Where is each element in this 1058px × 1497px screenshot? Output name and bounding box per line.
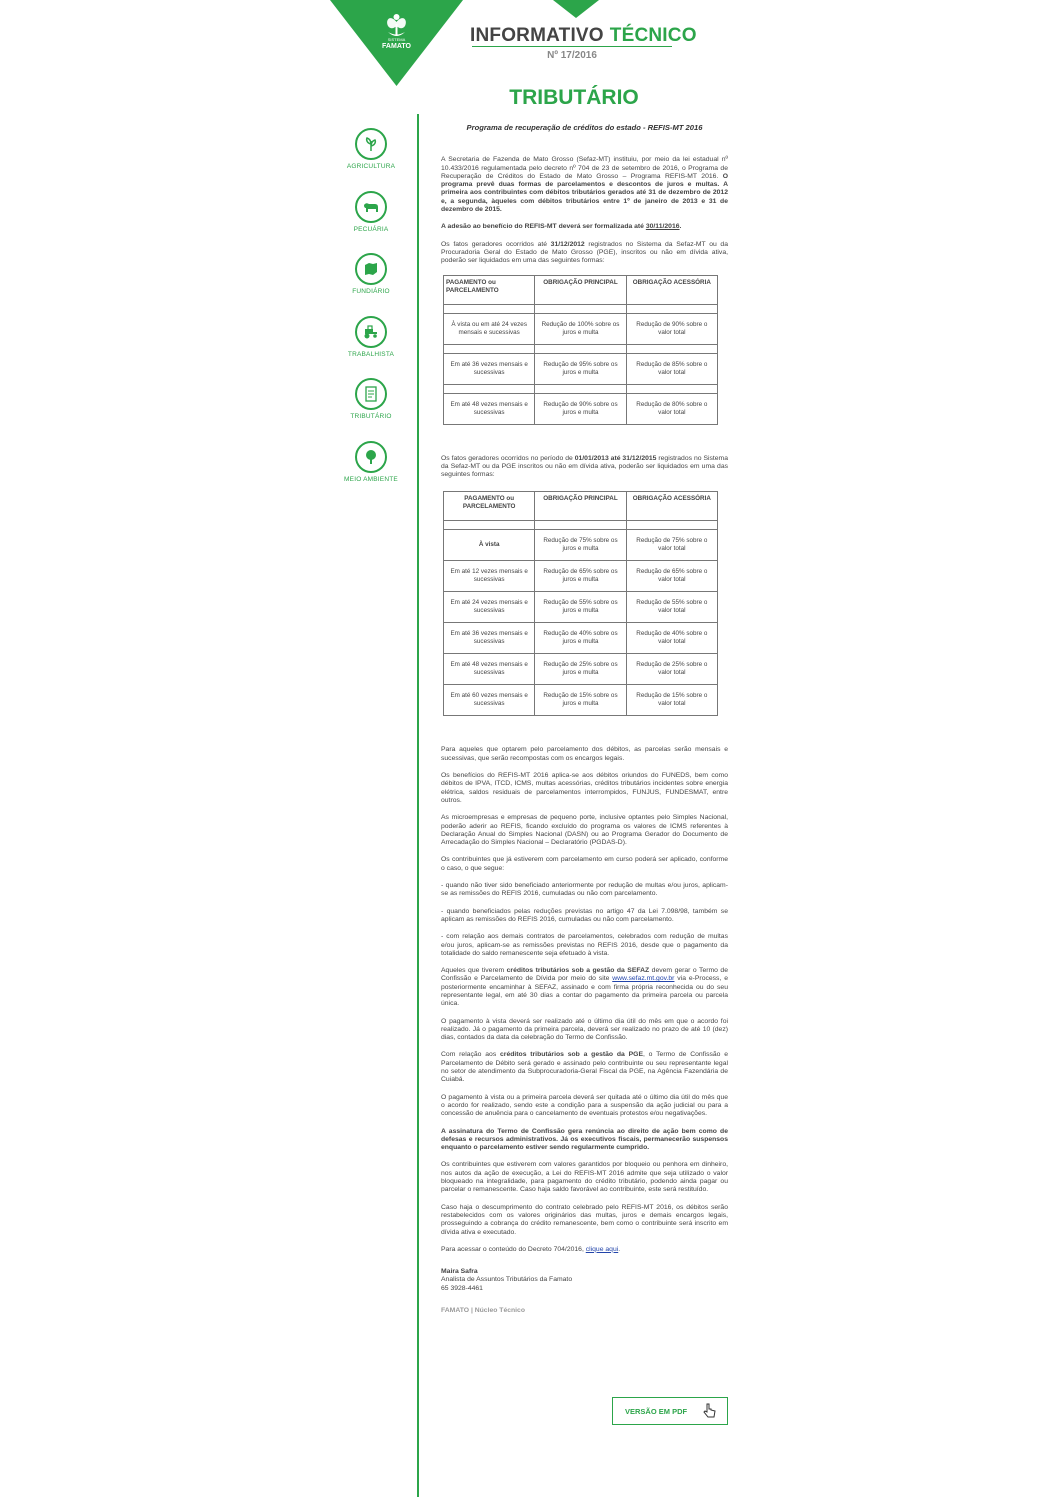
table-cell: Redução de 75% sobre os juros e multa <box>535 530 626 561</box>
table-cell: Em até 12 vezes mensais e sucessivas <box>444 561 535 592</box>
table-header: PAGAMENTO ou PARCELAMENTO <box>444 275 535 304</box>
paragraph: - com relação aos demais contratos de parcelamentos, celebrados com redução de multas e/ou juros, aplicam-se as remissões previstas no REFIS 2016, desde que o pagamento da totalidade do saldo remanescente seja efetuado à vista. <box>441 933 728 957</box>
table-cell: Em até 60 vezes mensais e sucessivas <box>444 685 535 716</box>
table-header-row <box>444 275 718 304</box>
paragraph: Os fatos geradores ocorridos até 31/12/2012 registrados no Sistema da Sefaz-MT ou da Procuradoria Geral do Estado de Mato Grosso (PGE), inscritos ou não em dívida ativa, poderão ser liquidados em uma das seguintes formas: <box>441 240 728 265</box>
table-cell: Em até 48 vezes mensais e sucessivas <box>444 654 535 685</box>
sidebar-item-label: MEIO AMBIENTE <box>344 476 398 483</box>
signature-phone: 65 3928-4461 <box>441 1284 483 1292</box>
table-cell: Redução de 25% sobre o valor total <box>626 654 717 685</box>
table-cell: Redução de 65% sobre o valor total <box>626 561 717 592</box>
sidebar-item-meio-ambiente[interactable] <box>340 441 402 483</box>
table-cell: À vista <box>444 530 535 561</box>
signature-role: Analista de Assuntos Tributários da Famato <box>441 1276 573 1284</box>
table-row <box>444 353 718 384</box>
paragraph: A adesão ao benefício do REFIS-MT deverá ser formalizada até 30/11/2016. <box>441 223 682 231</box>
paragraph: - quando não tiver sido beneficiado anteriormente por redução de multas e/ou juros, aplicam-se as remissões do REFIS 2016, cumuladas ou não com parcelamento. <box>441 882 728 898</box>
table-row <box>444 530 718 561</box>
famato-logo <box>330 0 463 86</box>
paragraph: Aqueles que tiverem créditos tributários sob a gestão da SEFAZ devem gerar o Termo de Confissão e Parcelamento de Dívida por meio do site www.sefaz.mt.gov.br via e-Process, e posteriormente encaminhar à SEFAZ, assinado e com firma própria reconhecida ou do seu representante legal, em até 30 dias a contar do pagamento da primeira parcela ou parcela única. <box>441 967 728 1008</box>
article-subtitle: Programa de recuperação de créditos do estado - REFIS-MT 2016 <box>466 123 703 132</box>
paragraph: Os fatos geradores ocorridos no período de 01/01/2013 até 31/12/2015 registrados no Sistema da Sefaz-MT ou da PGE inscritos ou não em dívida ativa, poderão ser liquidados em uma das seguintes formas: <box>441 454 728 479</box>
table-row <box>444 592 718 623</box>
article-content <box>441 124 728 1315</box>
table-cell: Redução de 75% sobre o valor total <box>626 530 717 561</box>
table-cell: Em até 48 vezes mensais e sucessivas <box>444 393 535 424</box>
table-cell: Redução de 90% sobre os juros e multa <box>535 393 626 424</box>
paragraph: Os contribuintes que já estiverem com parcelamento em curso poderá ser aplicado, conforme o caso, o que segue: <box>441 856 728 872</box>
sidebar-item-tributario[interactable] <box>340 378 402 420</box>
sidebar-item-trabalhista[interactable] <box>340 316 402 358</box>
table-cell: Redução de 15% sobre os juros e multa <box>535 685 626 716</box>
table-cell: Redução de 55% sobre o valor total <box>626 592 717 623</box>
table-cell: Em até 36 vezes mensais e sucessivas <box>444 353 535 384</box>
sefaz-link[interactable]: www.sefaz.mt.gov.br <box>612 975 675 983</box>
paragraph: Para aqueles que optarem pelo parcelamento dos débitos, as parcelas serão mensais e sucessivas, que serão recompostas com os encargos legais. <box>441 746 728 762</box>
table-cell: À vista ou em até 24 vezes mensais e sucessivas <box>444 313 535 344</box>
paragraph: O pagamento à vista ou a primeira parcela deverá ser quitada até o último dia útil do mês que o acordo for realizado, sendo este a condição para a suspensão da ação judicial ou para a concessão de anuência para o cancelamento de eventuais protestos e/ou negativações. <box>441 1093 728 1118</box>
signature <box>441 1268 728 1293</box>
table-cell: Redução de 90% sobre o valor total <box>626 313 717 344</box>
header-title-part1: INFORMATIVO <box>470 25 604 46</box>
table-cell: Redução de 40% sobre o valor total <box>626 623 717 654</box>
top-triangle-decoration <box>553 0 599 18</box>
signature-name: Maira Safra <box>441 1268 478 1276</box>
header-title <box>470 25 697 47</box>
table-row <box>444 393 718 424</box>
table-cell: Redução de 65% sobre os juros e multa <box>535 561 626 592</box>
table-cell: Redução de 80% sobre o valor total <box>626 393 717 424</box>
header-underline <box>472 46 672 47</box>
paragraph: O pagamento à vista deverá ser realizado até o último dia útil do mês em que o acordo foi realizado. Já o pagamento da primeira parcela, deverá ser realizado no prazo de até 10 (dez) dias, contados da data da celebração do Termo de Confissão. <box>441 1017 728 1042</box>
sidebar-item-label: TRIBUTÁRIO <box>350 413 392 420</box>
paragraph: A Secretaria de Fazenda de Mato Grosso (Sefaz-MT) instituiu, por meio da lei estadual nº 10.433/2016 regulamentada pelo decreto nº 704 de 23 de setembro de 2016, o Programa de Recuperação de Créditos do Estado de Mato Grosso – Programa REFIS-MT 2016. O programa prevê duas formas de parcelamentos e descontos de juros e multas. A primeira aos contribuintes com débitos tributários gerados até 31 de dezembro de 2012 e, a segunda, àqueles com débitos tributários entre 1º de janeiro de 2013 e 31 de dezembro de 2015. <box>441 156 728 214</box>
paragraph: - quando beneficiados pelas reduções previstas no artigo 47 da Lei 7.098/98, também se aplicam as remissões do REFIS 2016, cumuladas ou não com parcelamento. <box>441 907 728 923</box>
table-row <box>444 654 718 685</box>
paragraph: Para acessar o conteúdo do Decreto 704/2016, clique aqui. <box>441 1245 621 1253</box>
tractor-icon <box>355 316 387 348</box>
refis-table-2015 <box>443 491 718 716</box>
table-cell: Redução de 95% sobre os juros e multa <box>535 353 626 384</box>
sidebar-item-label: FUNDIÁRIO <box>352 288 390 295</box>
paragraph: Caso haja o descumprimento do contrato celebrado pelo REFIS-MT 2016, os débitos serão restabelecidos com os valores originários das multas, juros e demais encargos legais, prosseguindo a cobrança do crédito remanescente, bem como o contribuinte será inscrito em dívida ativa e executado. <box>441 1203 728 1236</box>
table-cell: Em até 24 vezes mensais e sucessivas <box>444 592 535 623</box>
table-cell: Redução de 85% sobre o valor total <box>626 353 717 384</box>
table-cell: Em até 36 vezes mensais e sucessivas <box>444 623 535 654</box>
document-icon <box>355 378 387 410</box>
sidebar-item-fundiario[interactable] <box>340 253 402 295</box>
refis-table-2012 <box>443 275 718 425</box>
table-row <box>444 313 718 344</box>
table-header: OBRIGAÇÃO ACESSÓRIA <box>626 275 717 304</box>
table-header: OBRIGAÇÃO PRINCIPAL <box>535 492 626 521</box>
pdf-button-label: VERSÃO EM PDF <box>625 1407 688 1416</box>
paragraph: Os benefícios do REFIS-MT 2016 aplica-se aos débitos oriundos do FUNEDS, bem como débitos de IPVA, ITCD, ICMS, multas acessórias, créditos tributários incidentes sobre energia elétrica, saldos residuais de parcelamentos interrompidos, FUNJUS, FUNDESMAT, entre outros. <box>441 772 728 804</box>
table-cell: Redução de 15% sobre o valor total <box>626 685 717 716</box>
header-title-part2: TÉCNICO <box>609 25 697 46</box>
pdf-version-button[interactable] <box>612 1397 728 1425</box>
table-row <box>444 623 718 654</box>
sidebar-item-pecuaria[interactable] <box>340 191 402 233</box>
sidebar-item-label: AGRICULTURA <box>346 163 396 170</box>
table-header: OBRIGAÇÃO ACESSÓRIA <box>626 492 717 521</box>
table-cell: Redução de 40% sobre os juros e multa <box>535 623 626 654</box>
table-header: OBRIGAÇÃO PRINCIPAL <box>535 275 626 304</box>
paragraph: Com relação aos créditos tributários sob a gestão da PGE, o Termo de Confissão e Parcelamento de Débito será gerado e assinado pelo contribuinte ou seu representante legal no setor de atendimento da Subprocuradoria-Geral Fiscal da PGE, na Agência Fazendária de Cuiabá. <box>441 1051 729 1084</box>
table-cell: Redução de 25% sobre os juros e multa <box>535 654 626 685</box>
paragraph: Os contribuintes que estiverem com valores garantidos por bloqueio ou penhora em dinheiro, nos autos da ação de execução, a Lei do REFIS-MT 2016 admite que seja utilizado o valor bloqueado na integralidade, para pagamento do crédito tributário, podendo ainda pagar ou parcelar o remanescente. Caso haja saldo favorável ao contribuinte, este será restituído. <box>441 1161 728 1194</box>
table-cell: Redução de 55% sobre os juros e multa <box>535 592 626 623</box>
cow-icon <box>355 191 387 223</box>
decree-link[interactable]: clique aqui <box>585 1245 619 1253</box>
footer-organization: FAMATO | Núcleo Técnico <box>441 1307 525 1314</box>
section-title: TRIBUTÁRIO <box>509 86 639 109</box>
table-cell: Redução de 100% sobre os juros e multa <box>535 313 626 344</box>
logo-name: FAMATO <box>382 43 411 50</box>
table-header-row <box>444 492 718 521</box>
sidebar-item-label: TRABALHISTA <box>347 351 395 358</box>
cursor-hand-icon <box>701 1402 719 1420</box>
table-row <box>444 685 718 716</box>
sidebar-item-label: PECUÁRIA <box>353 226 389 233</box>
plant-icon <box>355 128 387 160</box>
table-header: PAGAMENTO ou PARCELAMENTO <box>444 492 535 521</box>
table-row <box>444 561 718 592</box>
tree-icon <box>355 441 387 473</box>
logo-subtext: SISTEMA <box>387 37 406 42</box>
vertical-divider <box>417 114 419 1497</box>
paragraph: As microempresas e empresas de pequeno porte, inclusive optantes pelo Simples Nacional, poderão aderir ao REFIS, ficando excluído do programa os valores de ICMS referentes à Declaração Anual do Simples Nacional (DASN) ou ao Programa Gerador do Documento de Arrecadação do Simples Nacional – Declaratório (PGDAS-D). <box>441 814 728 847</box>
bulletin-number: Nº 17/2016 <box>547 50 597 61</box>
sidebar-item-agricultura[interactable] <box>340 128 402 170</box>
paragraph: A assinatura do Termo de Confissão gera renúncia ao direito de ação bem como de defesas e recursos administrativos. Já os executivos fiscais, permanecerão suspensos enquanto o parcelamento estiver sendo regularmente cumprido. <box>441 1127 728 1152</box>
map-icon <box>355 253 387 285</box>
